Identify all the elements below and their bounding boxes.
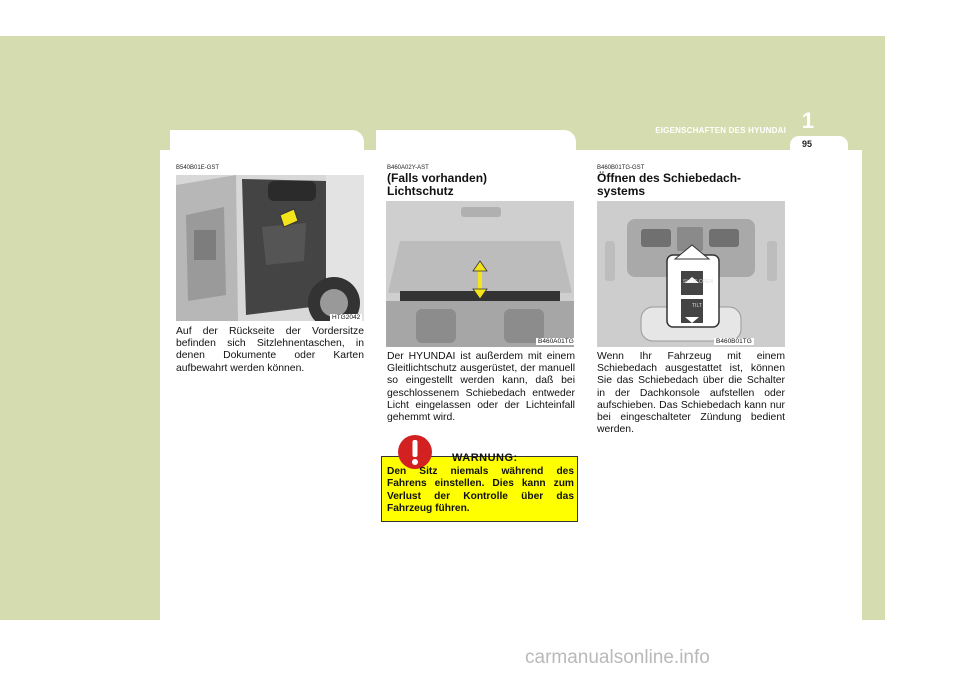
warning-icon [397, 434, 433, 470]
warning-title: WARNUNG: [452, 452, 518, 464]
section-code: B460B01TG-GST [597, 165, 645, 171]
page-number: 95 [801, 139, 812, 149]
seat-pocket-illustration [176, 175, 364, 321]
sunshade-illustration [386, 201, 574, 347]
section-title-sitztasche: SITZTASCHE [176, 132, 256, 146]
sunroof-switch-illustration [597, 201, 785, 347]
figure-code: HTG2042 [332, 314, 361, 321]
watermark: carmanualsonline.info [525, 647, 710, 668]
button-label-slide-open: SLIDE OPEN [683, 279, 714, 285]
body-text: Wenn Ihr Fahrzeug mit einem Schiebedach ausgestattet ist, können Sie das Schiebedach über die Schalter in der Dachkonsole aufstellen oder aufschieben. Das Schiebedach kann nur bei eingeschalteter Zündung bedient werden. [597, 351, 785, 436]
section-code: B460A02Y-AST [387, 165, 429, 171]
section-title-schiebedach: SCHIEBEDACH [395, 132, 489, 146]
section-code: B540B01E-GST [176, 165, 220, 171]
chapter-number: 1 [801, 108, 815, 133]
subheading: (Falls vorhanden) Lichtschutz [387, 171, 488, 198]
subheading: Öffnen des Schiebedach-systems [597, 171, 742, 198]
body-text: Auf der Rückseite der Vordersitze befinden sich Sitzlehnentaschen, in denen Dokumente oder Karten aufbewahrt werden können. [176, 326, 364, 374]
warning-text: Den Sitz niemals während des Fahrens einstellen. Dies kann zum Verlust der Kontrolle über das Fahrzeug führen. [387, 466, 574, 514]
chapter-title: EIGENSCHAFTEN DES HYUNDAI [655, 126, 786, 135]
figure-code: B460A01TG [538, 338, 574, 345]
figure-code: B460B01TG [716, 338, 752, 345]
button-label-tilt: TILT [692, 303, 702, 309]
body-text: Der HYUNDAI ist außerdem mit einem Gleitlichtschutz ausgerüstet, der manuell so eingestellt werden kann, daß bei geschlossenem Schiebedach entweder Licht eingelassen oder der Lichteinfall gehemmt wird. [387, 351, 575, 424]
